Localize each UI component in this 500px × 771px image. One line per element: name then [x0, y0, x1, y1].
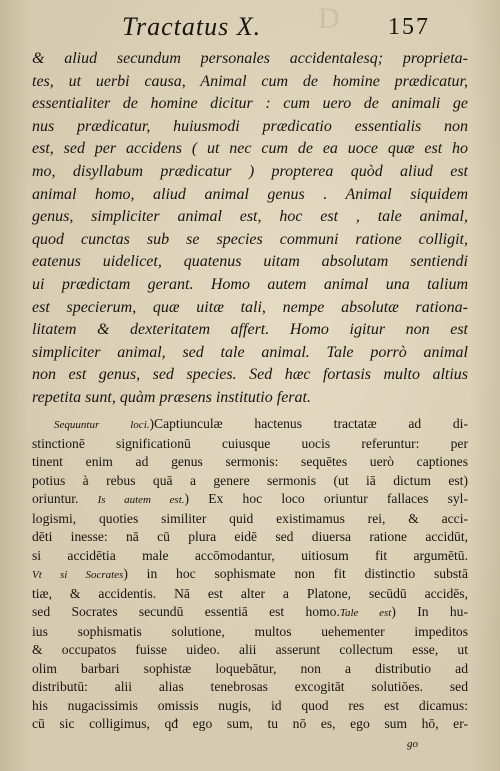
commentary-reference: Is autem est.	[97, 494, 185, 506]
commentary-text: ) in hoc sophismate non fit distinctio substā	[123, 566, 468, 581]
page-header	[110, 12, 430, 42]
show-through-ghost-text: D	[318, 2, 340, 35]
commentary-line	[32, 715, 468, 734]
main-text-line: genus, simpliciter animal est, hoc est , tale animal,	[32, 208, 468, 226]
commentary-line	[32, 603, 468, 623]
commentary-text: & occupatos fuisse uideo. alii asserunt collectum esse, ut	[32, 642, 468, 657]
page-number: 157	[388, 14, 430, 40]
commentary-line	[32, 565, 468, 585]
commentary-text: sed Socrates secundū essentiā est homo.	[32, 604, 340, 619]
commentary-line	[32, 490, 468, 510]
main-text-line: litatem & dexteritatem affert. Homo igitur non est	[32, 321, 468, 339]
main-text-line: est specierum, quæ uitæ tali, nempe absolutæ rationa-	[32, 298, 468, 316]
commentary-text: logismi, quoties similiter quid existimamus rei, & acci-	[32, 510, 468, 526]
commentary-block	[32, 415, 468, 753]
commentary-text: ius sophismatis solutione, multos uehementer impeditos	[32, 623, 468, 639]
commentary-line	[32, 435, 468, 454]
commentary-reference: Vt si Socrates	[32, 569, 124, 581]
commentary-line	[32, 528, 468, 547]
main-text-line: nus prædicatur, huiusmodi prædicatio essentialis non	[32, 117, 468, 135]
commentary-line	[32, 660, 468, 679]
main-text-line: non est genus, sed species. Sed hæc fortasis multo altius	[32, 366, 468, 384]
commentary-line	[32, 472, 468, 491]
commentary-line	[32, 415, 468, 435]
commentary-reference: Tale est	[339, 607, 392, 619]
commentary-line	[32, 585, 468, 604]
commentary-text: tiæ, & accidentis. Nā est alter a Platone, secūdū accidēs,	[32, 585, 468, 601]
main-text-line: animal homo, aliud animal genus . Animal siquidem	[32, 185, 468, 203]
commentary-text: )Captiunculæ hactenus tractatæ ad di-	[149, 416, 468, 431]
commentary-line	[32, 453, 468, 472]
commentary-text: dēti inesse: nā cū plura eidē sed diuersa ratione accidūt,	[32, 529, 468, 544]
commentary-text: stinctionē significationū cuiusque uocis referuntur: per	[32, 435, 468, 451]
main-text-line: quod cunctas sub se species communi ratione colligit,	[32, 230, 468, 248]
commentary-line	[32, 678, 468, 697]
commentary-text: ) In hu-	[391, 604, 468, 619]
commentary-text: ) Ex hoc loco oriuntur fallaces syl-	[184, 491, 468, 506]
commentary-text: distributū: alii alias tenebrosas excogitāt solutiōes. sed	[32, 679, 468, 694]
main-text-line: est, sed per accidens ( ut nec cum de ea uoce quæ est ho	[32, 140, 468, 158]
main-text-line: & aliud secundum personales accidentalesq; proprieta-	[32, 50, 468, 67]
main-text-block	[32, 48, 468, 410]
main-text-line: tes, ut uerbi causa, Animal cum de homine prædicatur,	[32, 72, 468, 90]
main-text-line: simpliciter animal, sed tale animal. Tale porrò animal	[32, 343, 468, 361]
commentary-text: his nugacissimis omissis nugis, id quod res est dicamus:	[32, 697, 468, 713]
commentary-line	[32, 697, 468, 716]
commentary-text: potius à rebus quā a genere sermonis (ut iā dictum est)	[32, 472, 468, 488]
commentary-line	[32, 641, 468, 660]
commentary-text: tinent enim ad genus sermonis: sequētes uerò captiones	[32, 454, 468, 469]
running-title: Tractatus X.	[122, 12, 262, 41]
main-text-line: eatenus uidelicet, quatenus uitam absolutam sentiendi	[32, 253, 468, 271]
commentary-reference: Sequuntur loci.	[54, 419, 150, 431]
commentary-text: olim barbari sophistæ loquebātur, non a distributio ad	[32, 660, 468, 676]
catchword	[32, 734, 468, 754]
catchword-text: go	[407, 737, 418, 750]
main-text-line: essentialiter de homine dicitur : cum uero de animali ge	[32, 95, 468, 113]
commentary-text: cū sic colligimus, qđ ego sum, tu nō es, ego sum hō, er-	[32, 716, 468, 731]
main-text-line: mo, disyllabum prædicatur ) propterea quòd aliud est	[32, 162, 468, 180]
commentary-line	[32, 623, 468, 642]
main-text-line: ui prædictam gerant. Homo autem animal una talium	[32, 275, 468, 293]
commentary-line	[32, 510, 468, 529]
commentary-text: oriuntur.	[32, 491, 79, 506]
commentary-line	[32, 547, 468, 566]
main-text-line: repetita sunt, quàm præsens institutio ferat.	[32, 388, 311, 406]
commentary-text: si accidētia male accōmodantur, uitiosum fit argumētū.	[32, 547, 468, 563]
